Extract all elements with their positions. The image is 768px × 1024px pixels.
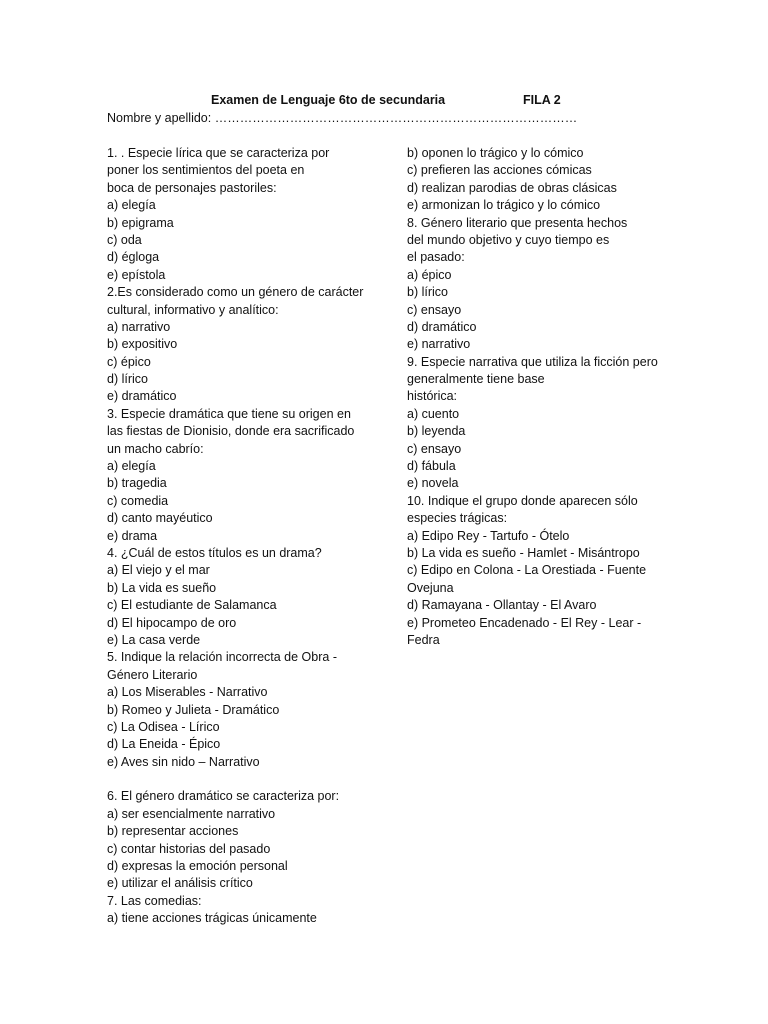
row-label: FILA 2 (523, 93, 561, 107)
question-text-line: d) lírico (107, 372, 148, 387)
question-text-line: a) elegía (107, 198, 156, 213)
question-text-line: un macho cabrío: (107, 441, 204, 456)
question-text-line: boca de personajes pastoriles: (107, 180, 277, 195)
question-text-line: d) El hipocampo de oro (107, 615, 237, 630)
question-text-line: el pasado: (407, 250, 465, 265)
question-text-line: b) tragedia (107, 476, 167, 491)
question-text-line: 5. Indique la relación incorrecta de Obra - (107, 650, 337, 665)
question-text-line: d) expresas la emoción personal (107, 859, 288, 874)
question-text-line: c) ensayo (407, 302, 462, 317)
question-text-line: del mundo objetivo y cuyo tiempo es (407, 232, 610, 247)
question-text-line: 8. Género literario que presenta hechos (407, 215, 628, 230)
question-text-line: 10. Indique el grupo donde aparecen sólo (407, 493, 638, 508)
question-text-line: b) expositivo (107, 337, 178, 352)
question-text-line: Ovejuna (407, 580, 454, 595)
question-text-line: c) prefieren las acciones cómicas (407, 163, 592, 178)
question-text-line: a) Los Miserables - Narrativo (107, 685, 268, 700)
question-text-line: cultural, informativo y analítico: (107, 302, 279, 317)
question-text-line: b) epigrama (107, 215, 174, 230)
question-text-line: d) dramático (407, 319, 477, 334)
question-text-line: b) lírico (407, 285, 448, 300)
question-text-line: e) novela (407, 476, 459, 491)
question-text-line: c) La Odisea - Lírico (107, 719, 220, 734)
question-text-line: las fiestas de Dionisio, donde era sacrificado (107, 424, 355, 439)
name-field-line: Nombre y apellido: …………………………………………………………………………… (107, 111, 578, 125)
question-text-line: e) utilizar el análisis crítico (107, 876, 253, 891)
right-column (407, 145, 677, 649)
question-text-line: a) Edipo Rey - Tartufo - Ótelo (407, 528, 570, 543)
question-text-line: generalmente tiene base (407, 372, 545, 387)
question-text-line: c) comedia (107, 493, 169, 508)
question-text-line: e) drama (107, 528, 158, 543)
question-text-line: c) épico (107, 354, 151, 369)
question-text-line: poner los sentimientos del poeta en (107, 163, 305, 178)
question-text-line: e) dramático (107, 389, 177, 404)
question-text-line: e) armonizan lo trágico y lo cómico (407, 198, 601, 213)
question-text-line: 9. Especie narrativa que utiliza la ficción pero (407, 354, 658, 369)
question-text-line: a) tiene acciones trágicas únicamente (107, 911, 317, 926)
question-text-line: c) contar historias del pasado (107, 841, 271, 856)
question-text-line: d) Ramayana - Ollantay - El Avaro (407, 598, 597, 613)
question-text-line: a) El viejo y el mar (107, 563, 210, 578)
question-text-line: 3. Especie dramática que tiene su origen en (107, 406, 351, 421)
exam-title: Examen de Lenguaje 6to de secundaria (211, 93, 446, 107)
question-text-line: Fedra (407, 632, 440, 647)
question-text-line: b) La vida es sueño - Hamlet - Misántropo (407, 545, 640, 560)
question-text-line: 6. El género dramático se caracteriza por: (107, 789, 340, 804)
question-text-line: d) égloga (107, 250, 160, 265)
question-text-line: b) leyenda (407, 424, 466, 439)
question-text-line: e) Prometeo Encadenado - El Rey - Lear - (407, 615, 642, 630)
question-text-line: especies trágicas: (407, 511, 508, 526)
question-text-line: e) narrativo (407, 337, 471, 352)
question-text-line: b) Romeo y Julieta - Dramático (107, 702, 280, 717)
question-text-line: c) Edipo en Colona - La Orestiada - Fuente (407, 563, 647, 578)
question-text-line: 4. ¿Cuál de estos títulos es un drama? (107, 545, 322, 560)
question-text-line: b) representar acciones (107, 824, 239, 839)
question-text-line: d) La Eneida - Épico (107, 737, 221, 752)
question-text-line: d) realizan parodias de obras clásicas (407, 180, 617, 195)
question-text-line: b) La vida es sueño (107, 580, 217, 595)
question-text-line: e) epístola (107, 267, 166, 282)
question-text-line: e) Aves sin nido – Narrativo (107, 754, 260, 769)
question-text-line: c) El estudiante de Salamanca (107, 598, 277, 613)
question-text-line: c) oda (107, 232, 142, 247)
question-text-line (107, 771, 377, 788)
left-column (107, 145, 377, 928)
question-text-line: a) elegía (107, 459, 156, 474)
question-text-line: a) cuento (407, 406, 460, 421)
question-text-line: 1. . Especie lírica que se caracteriza por (107, 146, 330, 160)
question-text-line: 7. Las comedias: (107, 893, 202, 908)
question-text-line: histórica: (407, 389, 458, 404)
question-text-line: 2.Es considerado como un género de carácter (107, 285, 364, 300)
question-text-line: a) ser esencialmente narrativo (107, 806, 276, 821)
question-text-line: e) La casa verde (107, 632, 201, 647)
question-text-line: d) fábula (407, 459, 456, 474)
question-text-line: d) canto mayéutico (107, 511, 213, 526)
question-text-line: b) oponen lo trágico y lo cómico (407, 146, 584, 160)
question-text-line: c) ensayo (407, 441, 462, 456)
question-text-line: a) épico (407, 267, 452, 282)
question-text-line: a) narrativo (107, 319, 171, 334)
question-text-line: Género Literario (107, 667, 198, 682)
